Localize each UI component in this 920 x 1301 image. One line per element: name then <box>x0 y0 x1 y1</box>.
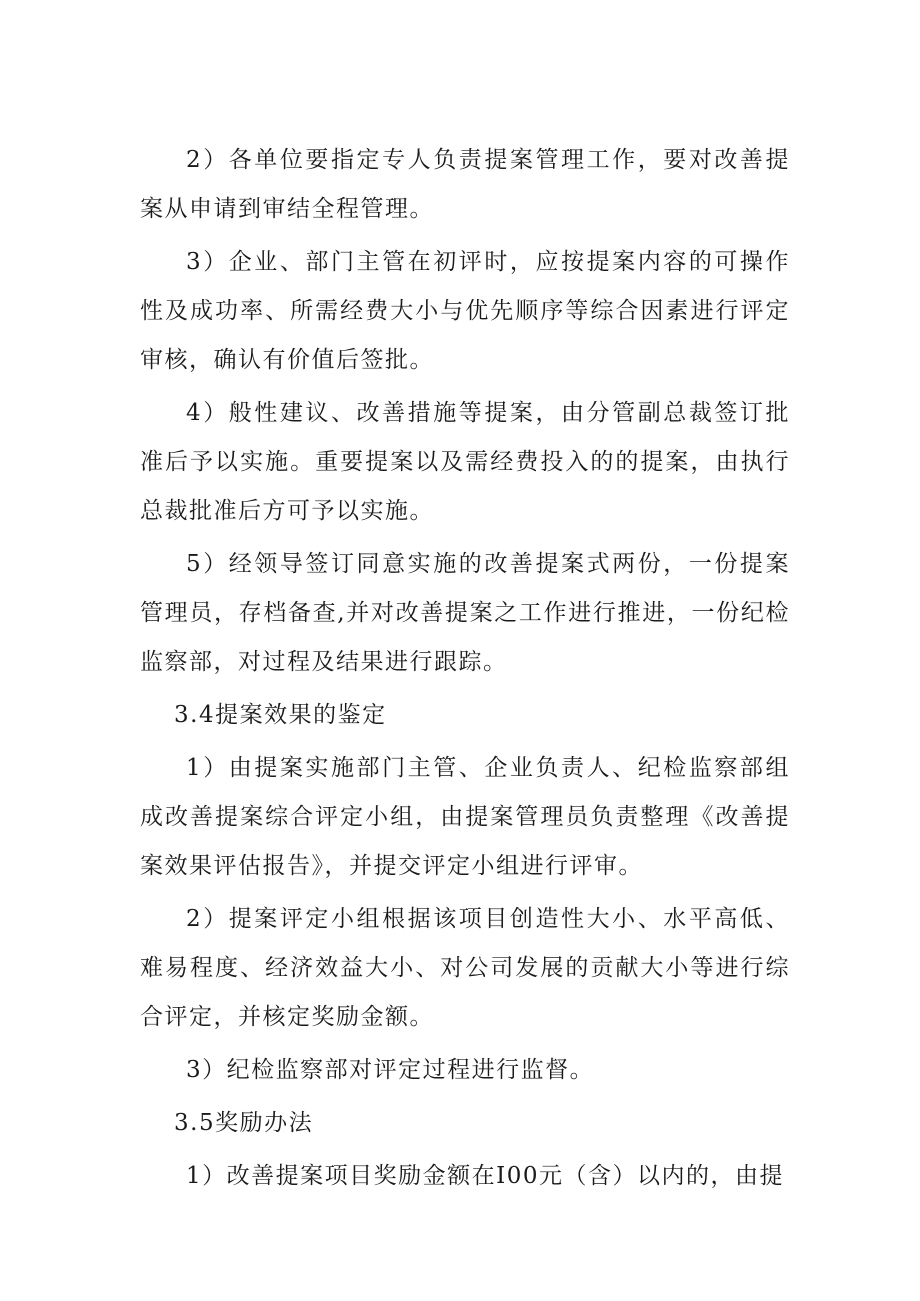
paragraph: 2）各单位要指定专人负责提案管理工作，要对改善提案从申请到审结全程管理。 <box>140 147 790 222</box>
section-heading: 3.4提案效果的鉴定 <box>174 702 387 728</box>
paragraph: 1）改善提案项目奖励金额在I00元（含）以内的，由提 <box>186 1163 784 1189</box>
paragraph: 3）企业、部门主管在初评时，应按提案内容的可操作性及成功率、所需经费大小与优先顺序等综合因素进行评定审核，确认有价值后签批。 <box>140 249 790 373</box>
paragraph: 4）般性建议、改善措施等提案，由分管副总裁签订批准后予以实施。重要提案以及需经费投入的的提案，由执行总裁批准后方可予以实施。 <box>140 400 790 524</box>
section-heading: 3.5奖励办法 <box>174 1110 314 1136</box>
paragraph: 3）纪检监察部对评定过程进行监督。 <box>186 1057 595 1083</box>
paragraph: 1）由提案实施部门主管、企业负责人、纪检监察部组成改善提案综合评定小组，由提案管理员负责整理《改善提案效果评估报告》，并提交评定小组进行评审。 <box>140 755 790 879</box>
paragraph: 5）经领导签订同意实施的改善提案式两份，一份提案管理员，存档备查,并对改善提案之工作进行推进，一份纪检监察部，对过程及结果进行跟踪。 <box>140 551 790 675</box>
paragraph: 2）提案评定小组根据该项目创造性大小、水平高低、难易程度、经济效益大小、对公司发展的贡献大小等进行综合评定，并核定奖励金额。 <box>140 906 790 1030</box>
document-body <box>140 136 790 1205</box>
